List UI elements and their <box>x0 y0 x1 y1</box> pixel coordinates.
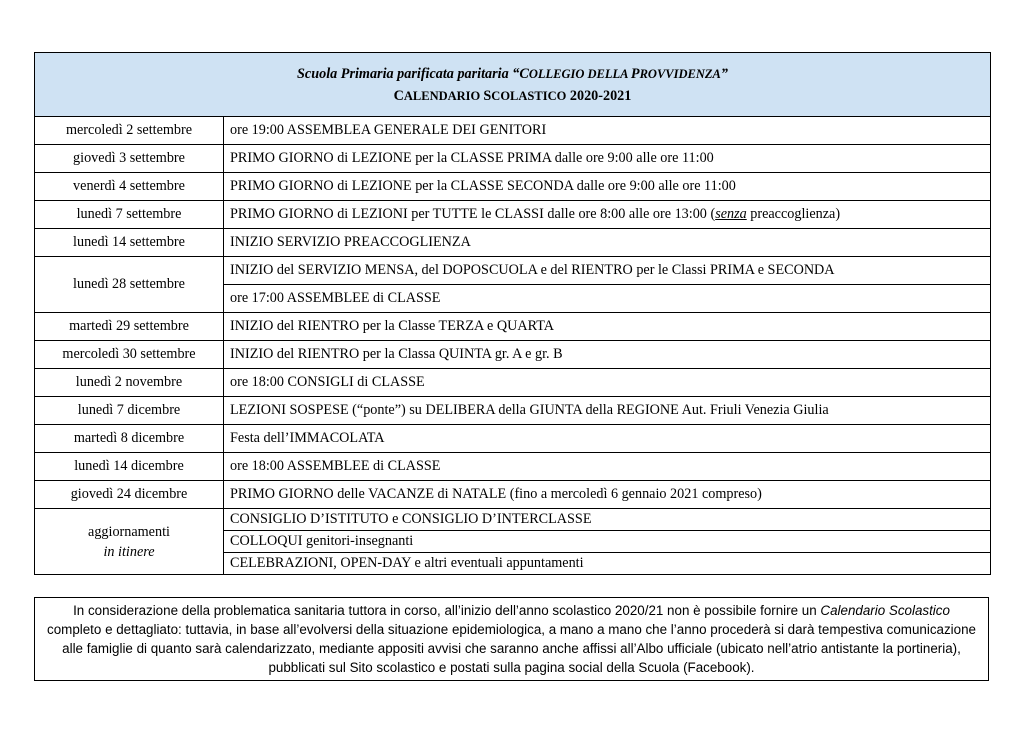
update-item: CONSIGLIO D’ISTITUTO e CONSIGLIO D’INTERCLASSE <box>224 509 991 531</box>
table-row <box>35 341 991 369</box>
event-date: lunedì 14 settembre <box>35 229 224 257</box>
event-date: lunedì 28 settembre <box>35 257 224 313</box>
emphasis-text: senza <box>715 206 747 223</box>
event-date: lunedì 7 settembre <box>35 201 224 229</box>
event-description: ore 17:00 ASSEMBLEE di CLASSE <box>224 285 991 313</box>
school-calendar-table <box>34 52 991 575</box>
event-date: martedì 29 settembre <box>35 313 224 341</box>
table-row <box>35 369 991 397</box>
notice-text-part2: completo e dettagliato: tuttavia, in base all’evolversi della situazione epidemiologica, a mano a mano che l’anno procederà si darà tempestiva comunicazione alle famiglie di quanto sarà calendarizzato, mediante appositi avvisi che saranno anche affissi all’Albo ufficiale (ubicato nell’atrio antistante la portineria), pubblicati sul Sito scolastico e postati sulla pagina social della Scuola (Facebook). <box>47 622 976 675</box>
event-description: PRIMO GIORNO di LEZIONI per TUTTE le CLASSI dalle ore 8:00 alle ore 13:00 (senza preaccoglienza) <box>224 201 991 229</box>
calendar-header <box>35 53 991 117</box>
event-description: ore 18:00 ASSEMBLEE di CLASSE <box>224 453 991 481</box>
table-row <box>35 145 991 173</box>
event-description: INIZIO SERVIZIO PREACCOGLIENZA <box>224 229 991 257</box>
event-date: giovedì 3 settembre <box>35 145 224 173</box>
event-description: ore 18:00 CONSIGLI di CLASSE <box>224 369 991 397</box>
event-date: lunedì 14 dicembre <box>35 453 224 481</box>
event-description: ore 19:00 ASSEMBLEA GENERALE DEI GENITORI <box>224 117 991 145</box>
table-row <box>35 173 991 201</box>
table-row <box>35 257 991 285</box>
updates-label <box>35 509 224 575</box>
school-name: Scuola Primaria parificata paritaria “COLLEGIO DELLA PROVVIDENZA” <box>297 65 728 82</box>
event-description: PRIMO GIORNO delle VACANZE di NATALE (fino a mercoledì 6 gennaio 2021 compreso) <box>224 481 991 509</box>
event-description: INIZIO del RIENTRO per la Classe TERZA e QUARTA <box>224 313 991 341</box>
event-description: PRIMO GIORNO di LEZIONE per la CLASSE SECONDA dalle ore 9:00 alle ore 11:00 <box>224 173 991 201</box>
event-description: INIZIO del SERVIZIO MENSA, del DOPOSCUOLA e del RIENTRO per le Classi PRIMA e SECONDA <box>224 257 991 285</box>
table-row <box>35 117 991 145</box>
notice-text-part1: In considerazione della problematica sanitaria tuttora in corso, all’inizio dell’anno scolastico 2020/21 non è possibile fornire un <box>73 603 821 618</box>
update-item: CELEBRAZIONI, OPEN-DAY e altri eventuali appuntamenti <box>224 553 991 575</box>
table-row <box>35 509 991 531</box>
updates-label-line2: in itinere <box>103 543 155 560</box>
event-date: lunedì 2 novembre <box>35 369 224 397</box>
updates-label-line1: aggiornamenti <box>88 523 170 540</box>
notice-emphasis: Calendario Scolastico <box>820 603 950 618</box>
table-row <box>35 201 991 229</box>
event-date: mercoledì 2 settembre <box>35 117 224 145</box>
update-item: COLLOQUI genitori-insegnanti <box>224 531 991 553</box>
event-description: PRIMO GIORNO di LEZIONE per la CLASSE PRIMA dalle ore 9:00 alle ore 11:00 <box>224 145 991 173</box>
event-date: giovedì 24 dicembre <box>35 481 224 509</box>
table-row <box>35 481 991 509</box>
table-row <box>35 313 991 341</box>
event-description: Festa dell’IMMACOLATA <box>224 425 991 453</box>
event-description: LEZIONI SOSPESE (“ponte”) su DELIBERA della GIUNTA della REGIONE Aut. Friuli Venezia Giulia <box>224 397 991 425</box>
event-description: INIZIO del RIENTRO per la Classa QUINTA gr. A e gr. B <box>224 341 991 369</box>
table-row <box>35 425 991 453</box>
table-row <box>35 453 991 481</box>
calendar-title: CALENDARIO SCOLASTICO 2020-2021 <box>393 87 632 104</box>
event-date: mercoledì 30 settembre <box>35 341 224 369</box>
table-row <box>35 229 991 257</box>
event-date: venerdì 4 settembre <box>35 173 224 201</box>
event-date: martedì 8 dicembre <box>35 425 224 453</box>
notice-box <box>34 597 989 681</box>
table-row <box>35 397 991 425</box>
event-date: lunedì 7 dicembre <box>35 397 224 425</box>
